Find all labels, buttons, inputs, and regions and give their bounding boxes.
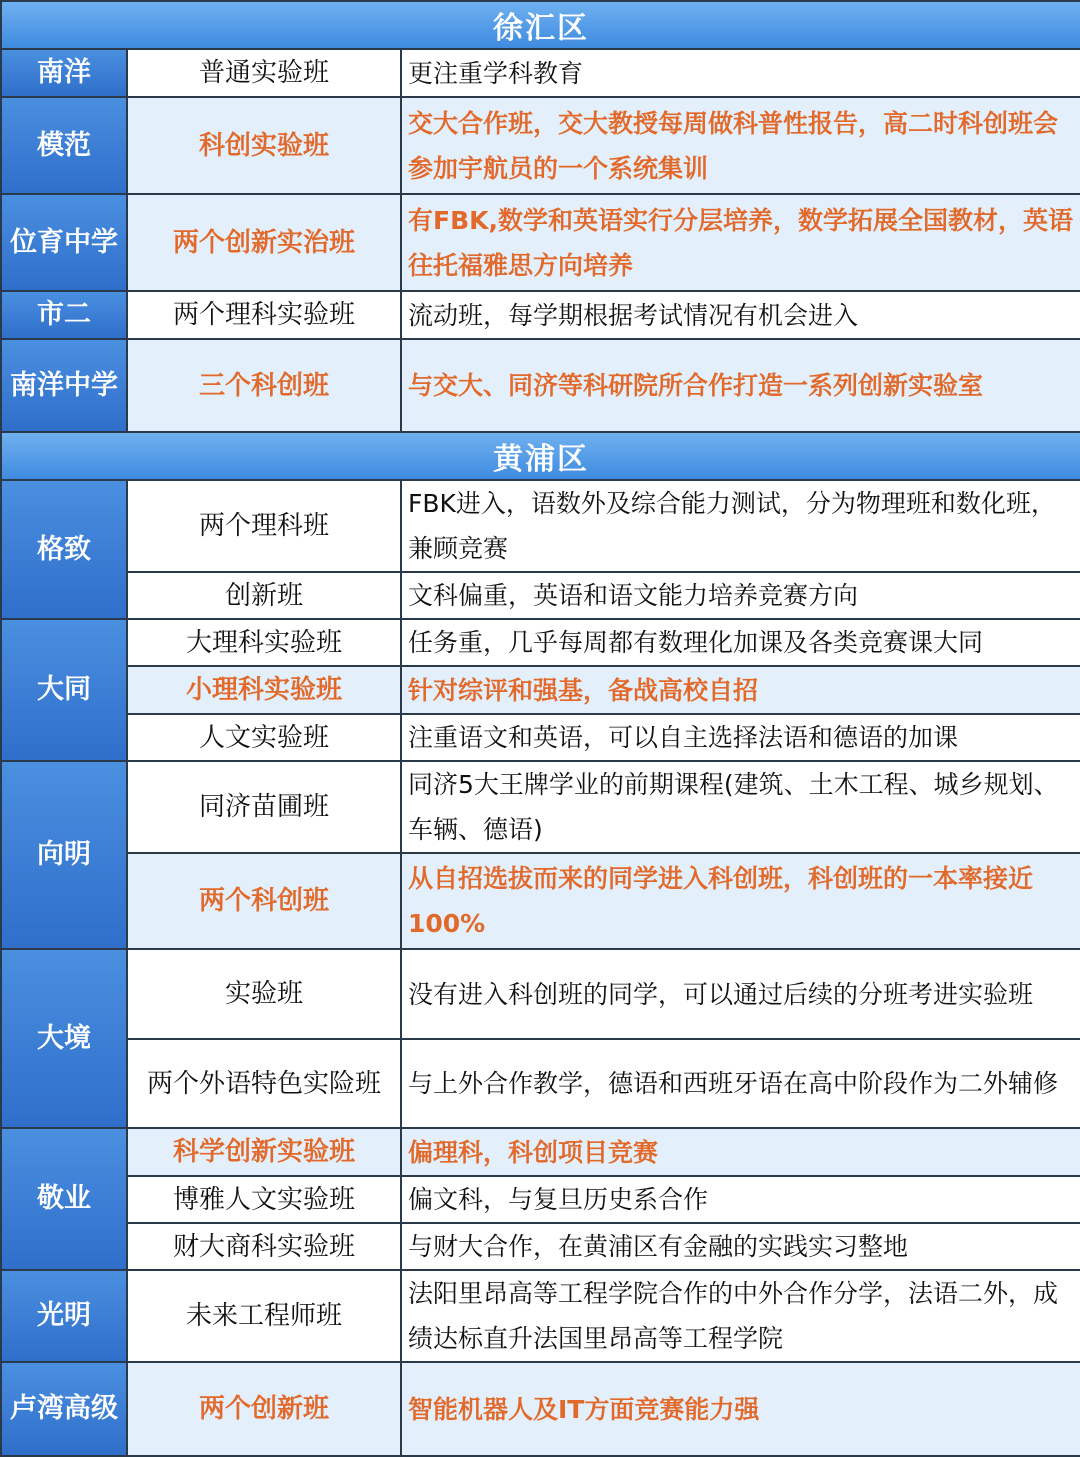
class-name: 两个创新班	[127, 1362, 401, 1456]
school-name: 位育中学	[1, 194, 127, 291]
table-row	[1, 1128, 1080, 1176]
class-description: 法阳里昂高等工程学院合作的中外合作分学，法语二外，成绩达标直升法国里昂高等工程学院	[401, 1270, 1080, 1362]
table-row	[1, 194, 1080, 291]
class-name: 科学创新实验班	[127, 1128, 401, 1176]
class-description: 更注重学科教育	[401, 49, 1080, 97]
school-name: 卢湾高级	[1, 1362, 127, 1456]
class-name: 人文实验班	[127, 714, 401, 761]
section-header-row	[1, 1, 1080, 49]
class-description: FBK进入，语数外及综合能力测试，分为物理班和数化班，兼顾竞赛	[401, 480, 1080, 572]
class-description: 流动班，每学期根据考试情况有机会进入	[401, 291, 1080, 339]
class-name: 创新班	[127, 572, 401, 619]
class-name: 两个外语特色实险班	[127, 1039, 401, 1128]
class-description: 智能机器人及IT方面竞赛能力强	[401, 1362, 1080, 1456]
table-row	[1, 666, 1080, 714]
class-name: 三个科创班	[127, 339, 401, 432]
class-name: 财大商科实验班	[127, 1223, 401, 1270]
class-name: 实验班	[127, 949, 401, 1039]
class-description: 针对综评和强基，备战高校自招	[401, 666, 1080, 714]
school-name: 敬业	[1, 1128, 127, 1270]
class-name: 两个科创班	[127, 853, 401, 949]
class-name: 两个理科班	[127, 480, 401, 572]
class-description: 没有进入科创班的同学，可以通过后续的分班考进实验班	[401, 949, 1080, 1039]
table-row	[1, 572, 1080, 619]
class-description: 文科偏重，英语和语文能力培养竞赛方向	[401, 572, 1080, 619]
section-header-row	[1, 432, 1080, 480]
class-name: 博雅人文实验班	[127, 1176, 401, 1223]
table-row	[1, 49, 1080, 97]
table-row	[1, 339, 1080, 432]
class-description: 与交大、同济等科研院所合作打造一系列创新实验室	[401, 339, 1080, 432]
section-title: 黄浦区	[1, 432, 1080, 480]
table-row	[1, 480, 1080, 572]
class-name: 两个创新实治班	[127, 194, 401, 291]
school-name: 光明	[1, 1270, 127, 1362]
class-description: 与上外合作教学，德语和西班牙语在高中阶段作为二外辅修	[401, 1039, 1080, 1128]
table-row	[1, 1176, 1080, 1223]
class-description: 偏理科，科创项目竞赛	[401, 1128, 1080, 1176]
school-name: 格致	[1, 480, 127, 619]
class-description: 交大合作班，交大教授每周做科普性报告，高二时科创班会参加宇航员的一个系统集训	[401, 97, 1080, 194]
school-name: 市二	[1, 291, 127, 339]
table-row	[1, 853, 1080, 949]
table-row	[1, 761, 1080, 853]
class-name: 大理科实验班	[127, 619, 401, 666]
table-row	[1, 949, 1080, 1039]
class-name: 普通实验班	[127, 49, 401, 97]
class-description: 任务重，几乎每周都有数理化加课及各类竞赛课大同	[401, 619, 1080, 666]
class-description: 与财大合作，在黄浦区有金融的实践实习整地	[401, 1223, 1080, 1270]
class-description: 偏文科，与复旦历史系合作	[401, 1176, 1080, 1223]
school-name: 向明	[1, 761, 127, 949]
class-description: 有FBK,数学和英语实行分层培养，数学拓展全国教材，英语往托福雅思方向培养	[401, 194, 1080, 291]
class-name: 小理科实验班	[127, 666, 401, 714]
table-row	[1, 1270, 1080, 1362]
class-description: 同济5大王牌学业的前期课程(建筑、土木工程、城乡规划、车辆、德语)	[401, 761, 1080, 853]
school-name: 模范	[1, 97, 127, 194]
table-row	[1, 97, 1080, 194]
class-name: 未来工程师班	[127, 1270, 401, 1362]
school-name: 南洋中学	[1, 339, 127, 432]
table-row	[1, 291, 1080, 339]
table-row	[1, 619, 1080, 666]
class-name: 同济苗圃班	[127, 761, 401, 853]
class-description: 注重语文和英语，可以自主选择法语和德语的加课	[401, 714, 1080, 761]
class-name: 两个理科实验班	[127, 291, 401, 339]
table-row	[1, 714, 1080, 761]
class-description: 从自招选拔而来的同学进入科创班，科创班的一本率接近100%	[401, 853, 1080, 949]
section-title: 徐汇区	[1, 1, 1080, 49]
class-name: 科创实验班	[127, 97, 401, 194]
school-name: 大同	[1, 619, 127, 761]
school-name: 南洋	[1, 49, 127, 97]
table-row	[1, 1039, 1080, 1128]
school-name: 大境	[1, 949, 127, 1128]
table-row	[1, 1223, 1080, 1270]
table-row	[1, 1362, 1080, 1456]
